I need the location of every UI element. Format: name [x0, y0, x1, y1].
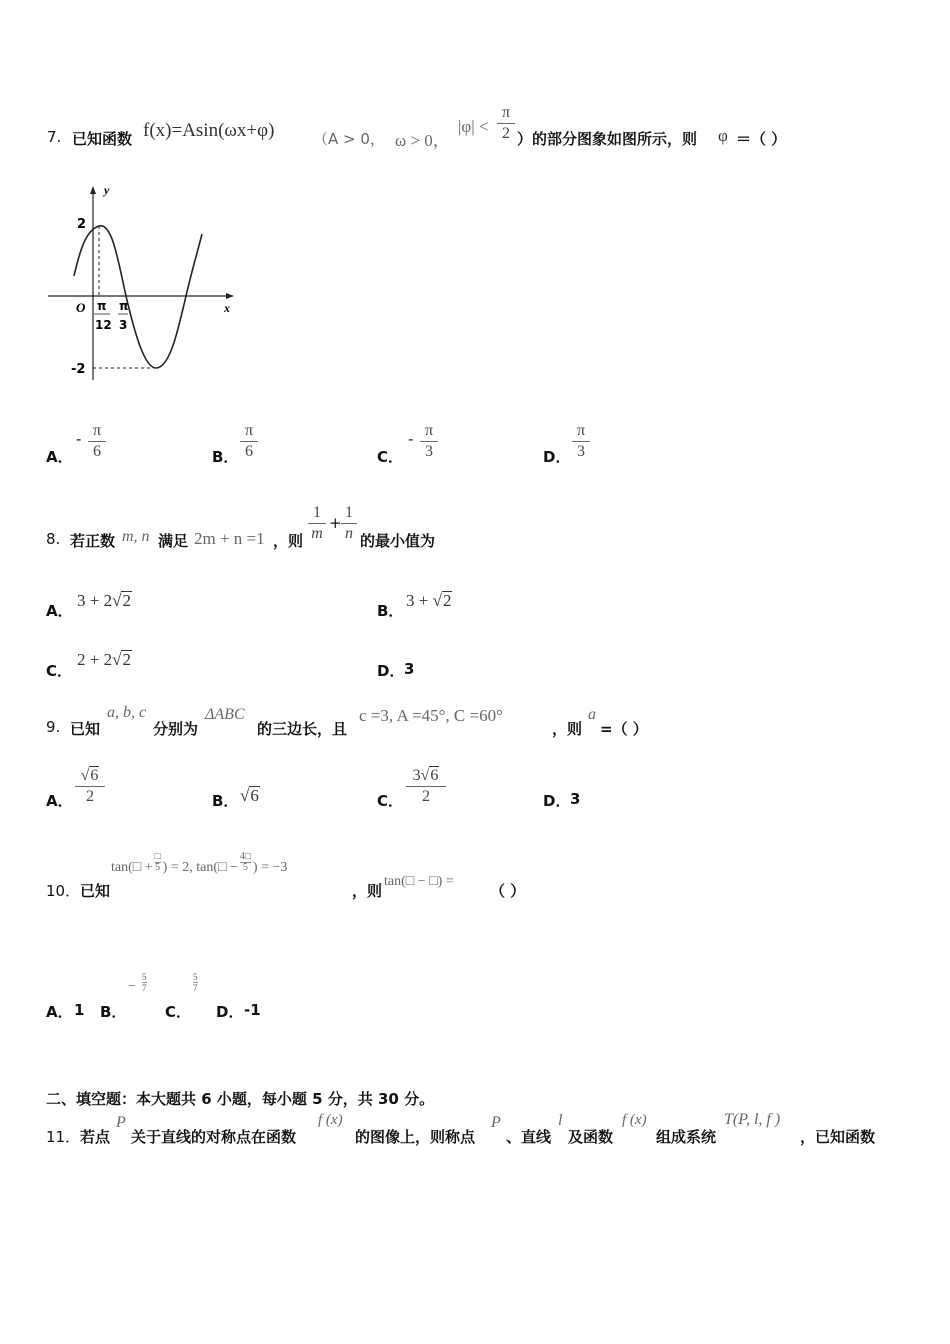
q10-option-b-den: 7 [142, 983, 147, 993]
q7-option-c-sign: - [408, 430, 414, 448]
q10-option-d-label[interactable]: D． [216, 1003, 244, 1021]
q8-fraction-1-den: m [311, 525, 323, 542]
q9-option-c-den: 2 [422, 788, 430, 805]
q11-fx2: f (x) [622, 1112, 647, 1128]
graph-tick1-num: π [97, 299, 107, 313]
graph-tick2-num: π [119, 299, 129, 313]
section-2-title: 二、填空题：本大题共 6 小题，每小题 5 分，共 30 分。 [46, 1090, 435, 1108]
q11-t4: 、直线 [506, 1128, 552, 1146]
q10-cond-b: ) = 2, tan(□ − [162, 860, 238, 875]
q10-cond-a-fraction [155, 852, 161, 873]
q10-option-a-label[interactable]: A． [46, 1003, 73, 1021]
q8-plus: + [329, 514, 342, 532]
q8-fraction-2 [341, 504, 357, 543]
q8-option-b-radicand: 2 [442, 591, 452, 610]
q11-sys: T(P, l, f ) [724, 1111, 781, 1128]
q7-option-d-label[interactable]: D． [543, 448, 571, 466]
q7-cond-phi: |φ| < [458, 117, 489, 136]
q10-option-b-label[interactable]: B． [100, 1003, 127, 1021]
fraction-bar [420, 441, 438, 442]
q9-option-a-num [75, 766, 105, 785]
fraction-bar [497, 123, 515, 124]
q7-option-c-num: π [424, 422, 434, 439]
q10-option-b-num: 5 [142, 972, 147, 982]
q7-cond-phi-den: 2 [502, 125, 510, 142]
q10-cond-a-num: □ [154, 851, 161, 862]
q11-t1: 若点 [80, 1128, 111, 1146]
q8-option-a-radicand: 2 [122, 591, 131, 610]
q9-option-c-radicand: 6 [430, 767, 439, 784]
graph-y-min-label: -2 [71, 362, 86, 377]
q8-tail: 的最小值为 [360, 532, 436, 550]
fraction-bar [572, 441, 590, 442]
q8-option-b-pre: 3 + [406, 591, 429, 610]
q9-option-a-radicand: 6 [90, 767, 99, 784]
q7-cond-a: （A > 0， [313, 130, 385, 148]
q10-ask: （ ） [490, 882, 526, 900]
q7-option-c-den: 3 [425, 443, 433, 460]
q9-lead: 已知 [70, 720, 101, 738]
q8-number: 8. [46, 530, 61, 548]
q7-option-b-label[interactable]: B． [212, 448, 239, 466]
q7-phi: φ [718, 126, 728, 145]
graph-tick1-den: 12 [95, 318, 112, 332]
graph-y-max-label: 2 [77, 217, 87, 232]
q8-option-c-radicand: 2 [122, 650, 131, 669]
q8-option-c-pre: 2 + 2 [77, 650, 113, 669]
q10-option-b-fraction [142, 972, 147, 993]
q11-t2: 关于直线的对称点在函数 [131, 1128, 297, 1146]
q8-option-b-value [406, 591, 452, 611]
fraction-bar [240, 441, 258, 442]
q7-sine-graph [44, 180, 244, 385]
q10-number: 10． [46, 882, 81, 900]
q10-option-c-label[interactable]: C． [165, 1003, 192, 1021]
q9-option-c-fraction [406, 766, 446, 806]
q10-option-c-den: 7 [193, 983, 198, 993]
q10-cond-b-num: 4□ [239, 851, 251, 862]
q11-l: l [558, 1112, 563, 1129]
q7-option-b-den: 6 [245, 443, 253, 460]
q8-option-c-label[interactable]: C． [46, 662, 73, 680]
q9-number: 9. [46, 718, 61, 736]
q8-fraction-2-num: 1 [345, 504, 353, 521]
q7-option-a-fraction [88, 422, 106, 461]
q9-var-a: a [588, 706, 596, 723]
sqrt-sign: √ [432, 591, 442, 610]
graph-origin-label: O [76, 300, 86, 315]
q9-option-c-pre: 3 [412, 767, 421, 784]
q9-option-b-value [240, 786, 260, 806]
q8-option-d-value: 3 [404, 660, 415, 678]
q7-cond-omega: ω > 0， [395, 131, 450, 150]
q8-option-c-value [77, 650, 132, 670]
q8-option-d-label[interactable]: D． [377, 662, 405, 680]
q11-fx: f (x) [318, 1112, 343, 1128]
q7-option-c-fraction [420, 422, 438, 461]
q8-option-a-pre: 3 + 2 [77, 591, 113, 610]
q8-cond-lead: 满足 [158, 532, 189, 550]
q8-option-b-label[interactable]: B． [377, 602, 404, 620]
q7-option-d-fraction [572, 422, 590, 461]
q11-p: P [116, 1114, 126, 1131]
q7-ask: ＝（ ） [736, 130, 787, 148]
q7-function: f(x)=Asin(ωx+φ) [143, 120, 275, 141]
q10-cond-c: ) = −3 [252, 860, 288, 875]
q10-option-c-fraction [193, 972, 198, 993]
fraction-bar [341, 523, 357, 524]
q9-option-c-label[interactable]: C． [377, 792, 404, 810]
sqrt-sign: √ [240, 786, 250, 805]
q7-option-a-sign: - [76, 430, 82, 448]
fraction-bar [75, 786, 105, 787]
q7-tail: ）的部分图象如图所示，则 [517, 130, 698, 148]
q9-ask: =（ ） [600, 720, 648, 738]
q8-cond: 2m + n =1 [194, 529, 265, 548]
q9-option-d-value: 3 [570, 790, 581, 808]
q8-lead: 若正数 [70, 532, 116, 550]
q9-then: ，则 [552, 720, 583, 738]
q9-option-b-radicand: 6 [250, 786, 259, 805]
q9-option-a-den: 2 [86, 788, 94, 805]
q9-option-a-fraction [75, 766, 105, 806]
q11-number: 11． [46, 1128, 81, 1146]
fraction-bar [88, 441, 106, 442]
sqrt-sign: √ [420, 767, 430, 784]
q11-t6: 组成系统 [656, 1128, 717, 1146]
q10-option-b-sign: − [128, 979, 136, 994]
q7-option-b-num: π [244, 422, 254, 439]
q11-t5: 及函数 [568, 1128, 614, 1146]
q10-cond-a-den: 5 [155, 862, 161, 873]
q8-option-a-value [77, 591, 132, 611]
q8-then: ，则 [273, 532, 304, 550]
q10-cond-b-fraction [240, 852, 251, 873]
q7-cond-phi-fraction [497, 104, 515, 143]
fraction-bar [406, 786, 446, 787]
q9-option-b-label[interactable]: B． [212, 792, 239, 810]
q10-cond-a: tan(□ + [111, 860, 153, 875]
q9-triangle: ΔABC [205, 706, 245, 723]
q9-option-d-label[interactable]: D． [543, 792, 571, 810]
q11-t3: 的图像上，则称点 [355, 1128, 476, 1146]
graph-tick2-den: 3 [119, 318, 128, 332]
q11-t7: ，已知函数 [800, 1128, 876, 1146]
q8-vars: m, n [122, 528, 150, 545]
q7-option-a-label[interactable]: A． [46, 448, 73, 466]
graph-y-label: y [104, 183, 110, 197]
q10-option-c-num: 5 [193, 972, 198, 982]
q7-option-a-den: 6 [93, 443, 101, 460]
q9-mid: 分别为 [153, 720, 199, 738]
q9-mid2: 的三边长，且 [257, 720, 348, 738]
q9-option-c-num [406, 766, 446, 785]
sqrt-sign: √ [80, 767, 90, 784]
q10-option-a-value: 1 [74, 1001, 85, 1019]
q10-cond [111, 852, 287, 886]
x-axis-arrow [226, 293, 234, 299]
q7-cond-phi-num: π [501, 104, 511, 121]
y-axis-arrow [90, 186, 96, 194]
graph-x-label: x [224, 301, 230, 315]
q10-cond-b-den: 5 [240, 862, 251, 873]
q11-p2: P [491, 1114, 501, 1131]
q9-cond: c =3, A =45°, C =60° [359, 706, 503, 725]
q10-expr: tan(□ − □) = [384, 874, 454, 889]
q10-lead: 已知 [80, 882, 111, 900]
sqrt-sign: √ [112, 650, 122, 669]
q7-option-d-den: 3 [577, 443, 585, 460]
q7-lead: 已知函数 [72, 130, 133, 148]
sqrt-sign: √ [112, 591, 122, 610]
q8-option-a-label[interactable]: A． [46, 602, 73, 620]
q10-option-d-value: -1 [244, 1001, 261, 1019]
q8-fraction-1-num: 1 [313, 504, 321, 521]
q7-option-c-label[interactable]: C． [377, 448, 404, 466]
q7-option-a-num: π [92, 422, 102, 439]
q8-fraction-1 [308, 504, 326, 543]
q9-vars: a, b, c [107, 704, 147, 721]
q7-option-b-fraction [240, 422, 258, 461]
fraction-bar [308, 523, 326, 524]
q7-number: 7. [47, 128, 62, 146]
q10-then: ，则 [352, 882, 383, 900]
q9-option-a-label[interactable]: A． [46, 792, 73, 810]
q8-fraction-2-den: n [345, 525, 353, 542]
q7-option-d-num: π [576, 422, 586, 439]
